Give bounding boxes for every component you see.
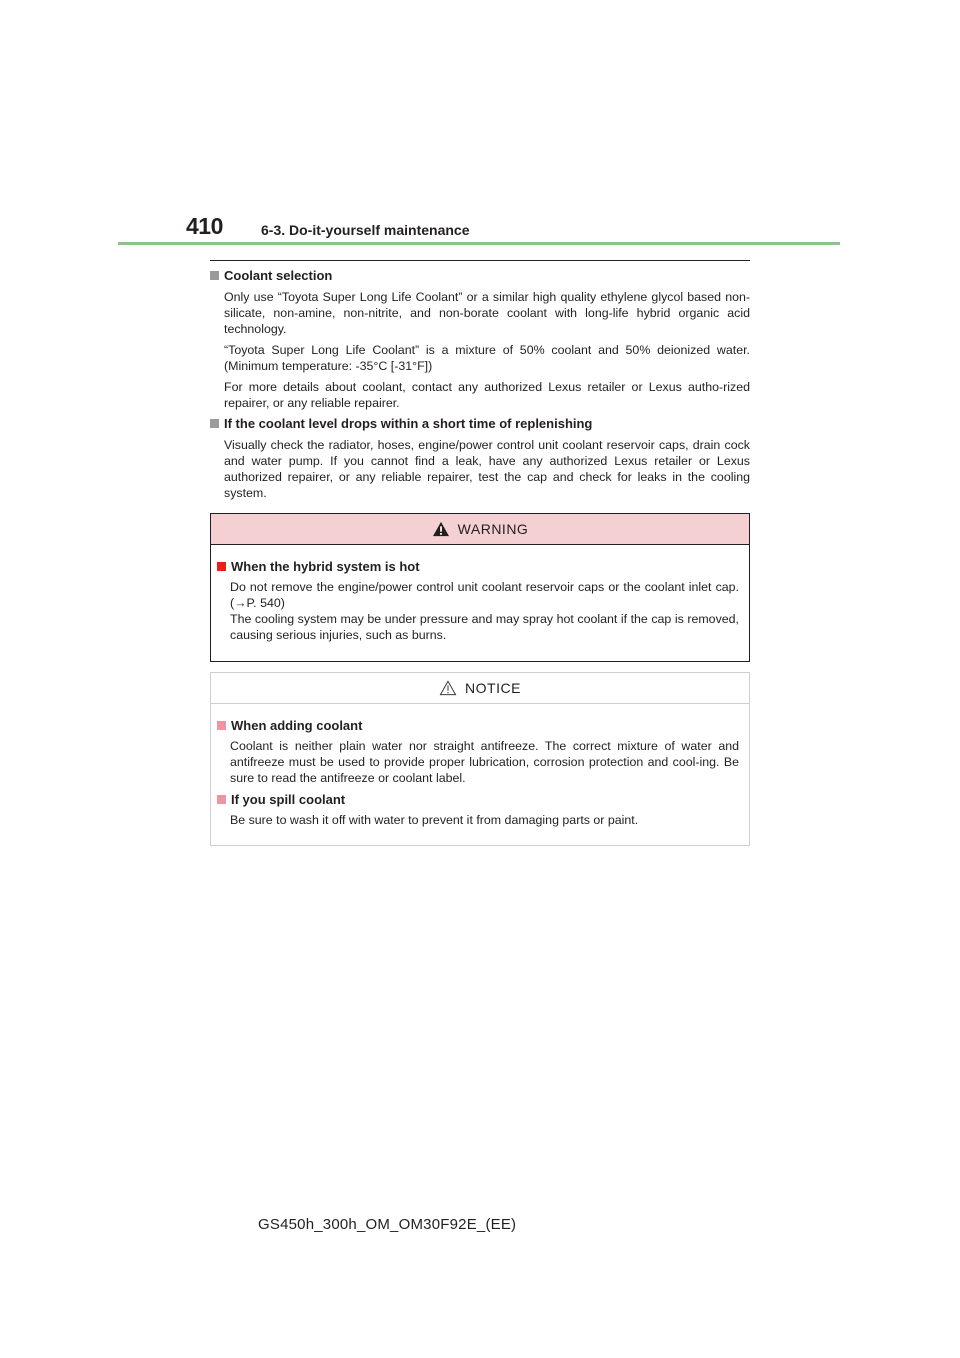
topic-heading: If the coolant level drops within a short time of replenishing [224,416,593,431]
square-bullet-icon [217,562,226,571]
square-bullet-icon [210,419,219,428]
notice-label: NOTICE [465,680,521,696]
notice-box [210,672,750,846]
main-content [210,268,750,506]
square-bullet-icon [210,271,219,280]
document-code: GS450h_300h_OM_OM30F92E_(EE) [258,1216,517,1233]
warning-heading: When the hybrid system is hot [231,559,420,574]
topic-heading: Coolant selection [224,268,333,283]
warning-paragraph: Do not remove the engine/power control unit coolant reservoir caps or the coolant inlet cap. (→P. 540) [230,580,739,610]
caution-triangle-icon [439,680,457,696]
page-number: 410 [186,213,223,239]
paragraph: Visually check the radiator, hoses, engine/power control unit coolant reservoir caps, drain cock and water pump. If you cannot find a leak, have any authorized Lexus retailer or Lexus authorized repairer, or any reliable repairer, test the cap and check for leaks in the cooling system. [224,438,750,500]
page-header [0,0,960,250]
section-title: 6-3. Do-it-yourself maintenance [261,222,470,238]
warning-label: WARNING [457,521,529,537]
warning-band [211,514,749,545]
topic-coolant-selection [210,268,750,411]
warning-triangle-icon [432,521,450,537]
paragraph: For more details about coolant, contact any authorized Lexus retailer or Lexus autho-rized repairer, or any reliable repairer. [224,380,750,410]
square-bullet-icon [217,795,226,804]
topic-coolant-level-drops [210,416,750,501]
square-bullet-icon [217,721,226,730]
notice-heading: If you spill coolant [231,792,346,807]
notice-paragraph: Be sure to wash it off with water to prevent it from damaging parts or paint. [230,813,639,827]
notice-paragraph: Coolant is neither plain water nor straight antifreeze. The correct mixture of water and antifreeze must be used to provide proper lubrication, corrosion protection and cool-ing. Be sure to read the antifreeze or coolant label. [230,739,739,785]
content-rule [210,260,750,261]
paragraph: “Toyota Super Long Life Coolant” is a mixture of 50% coolant and 50% deionized water. (Minimum temperature: -35°C [-31°F]) [224,343,750,373]
warning-box [210,513,750,662]
notice-band [211,673,749,704]
header-rule [118,242,840,245]
notice-heading: When adding coolant [231,718,363,733]
paragraph: Only use “Toyota Super Long Life Coolant” or a similar high quality ethylene glycol based non-silicate, non-amine, non-nitrite, and non-borate coolant with long-life hybrid organic acid technology. [224,290,750,336]
warning-paragraph: The cooling system may be under pressure and may spray hot coolant if the cap is removed, causing serious injuries, such as burns. [230,612,739,642]
